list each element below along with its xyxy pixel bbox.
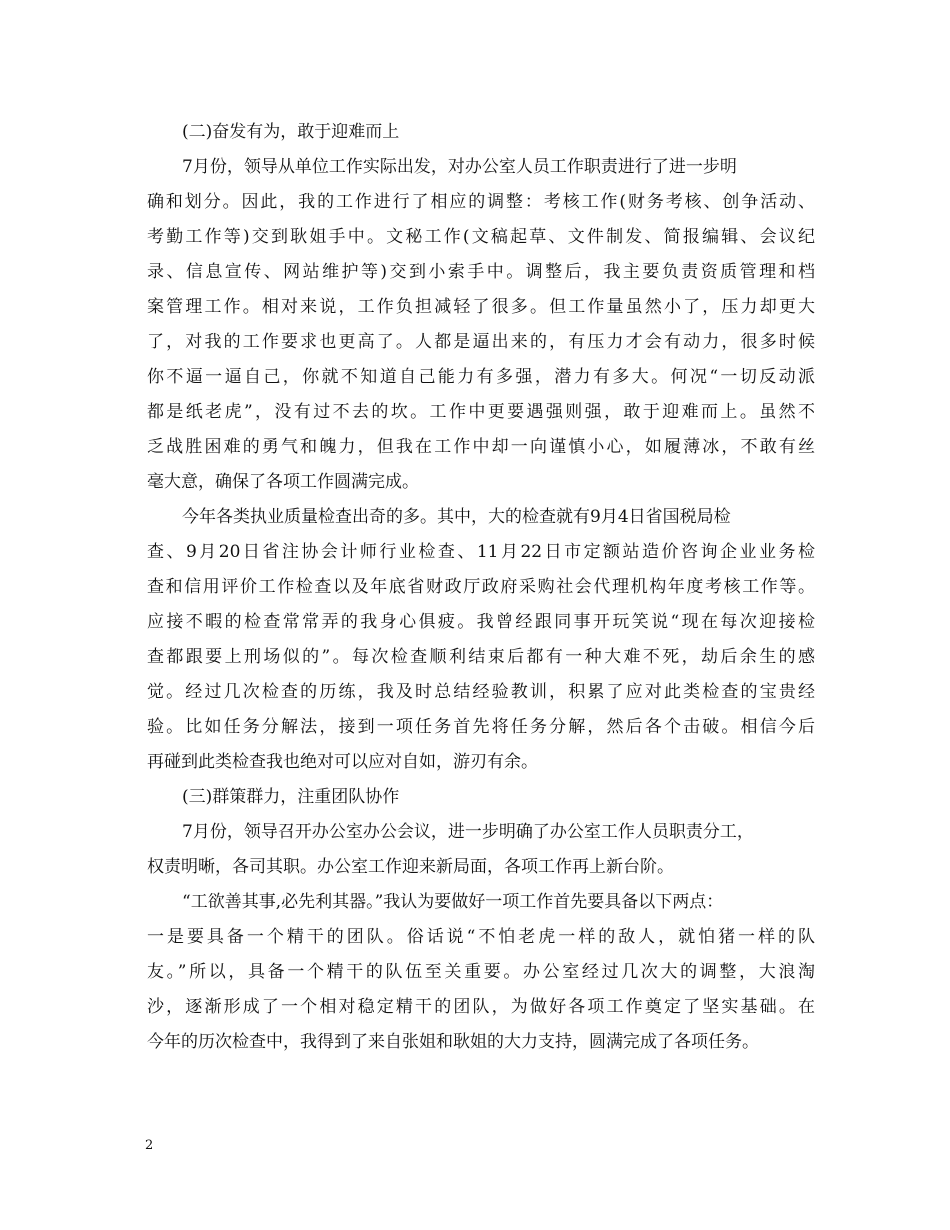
paragraph-line: 毫大意，确保了各项工作圆满完成。: [147, 472, 419, 492]
paragraph-line: 7月份，领导召开办公室办公会议，进一步明确了办公室工作人员职责分工，: [182, 822, 754, 842]
paragraph-line: 再碰到此类检查我也绝对可以应对自如，游刃有余。: [147, 752, 538, 772]
section-heading-2: (二)奋发有为，敢于迎难而上: [182, 122, 400, 142]
paragraph-line: 查都跟要上刑场似的”。每次检查顺利结束后都有一种大难不死，劫后余生的感: [147, 647, 815, 667]
paragraph-line: 你不逼一逼自己，你就不知道自己能力有多强，潜力有多大。何况“一切反动派: [147, 367, 815, 387]
paragraph-line: 考勤工作等)交到耿姐手中。文秘工作(文稿起草、文件制发、简报编辑、会议纪: [147, 227, 815, 247]
page-number: 2: [145, 1138, 154, 1153]
paragraph-line: 了，对我的工作要求也更高了。人都是逼出来的，有压力才会有动力，很多时候: [147, 332, 815, 352]
paragraph-line: 7月份，领导从单位工作实际出发，对办公室人员工作职责进行了进一步明: [182, 157, 737, 177]
paragraph-line: 验。比如任务分解法，接到一项任务首先将任务分解，然后各个击破。相信今后: [147, 717, 815, 737]
paragraph-line: 今年各类执业质量检查出奇的多。其中，大的检查就有9月4日省国税局检: [182, 507, 731, 527]
paragraph-line: 录、信息宣传、网站维护等)交到小索手中。调整后，我主要负责资质管理和档: [147, 262, 815, 282]
paragraph-line: 查和信用评价工作检查以及年底省财政厅政府采购社会代理机构年度考核工作等。: [147, 577, 815, 597]
paragraph-line: 应接不暇的检查常常弄的我身心俱疲。我曾经跟同事开玩笑说“现在每次迎接检: [147, 612, 815, 632]
section-heading-3: (三)群策群力，注重团队协作: [182, 787, 400, 807]
paragraph-line: 权责明晰，各司其职。办公室工作迎来新局面，各项工作再上新台阶。: [147, 857, 674, 877]
paragraph-line: “工欲善其事,必先利其器。”我认为要做好一项工作首先要具备以下两点：: [182, 892, 724, 912]
paragraph-line: 乏战胜困难的勇气和魄力，但我在工作中却一向谨慎小心，如履薄冰，不敢有丝: [147, 437, 815, 457]
paragraph-line: 查、9月20日省注协会计师行业检查、11月22日市定额站造价咨询企业业务检: [147, 542, 815, 562]
paragraph-line: 觉。经过几次检查的历练，我及时总结经验教训，积累了应对此类检查的宝贵经: [147, 682, 815, 702]
paragraph-line: 案管理工作。相对来说，工作负担减轻了很多。但工作量虽然小了，压力却更大: [147, 297, 815, 317]
paragraph-line: 确和划分。因此，我的工作进行了相应的调整：考核工作(财务考核、创争活动、: [147, 192, 815, 212]
paragraph-line: 一是要具备一个精干的团队。俗话说“不怕老虎一样的敌人，就怕猪一样的队: [147, 927, 815, 947]
paragraph-line: 今年的历次检查中，我得到了来自张姐和耿姐的大力支持，圆满完成了各项任务。: [147, 1032, 759, 1052]
paragraph-line: 友。”所以，具备一个精干的队伍至关重要。办公室经过几次大的调整，大浪淘: [147, 962, 815, 982]
paragraph-line: 都是纸老虎”，没有过不去的坎。工作中更要遇强则强，敢于迎难而上。虽然不: [147, 402, 815, 422]
paragraph-line: 沙，逐渐形成了一个相对稳定精干的团队，为做好各项工作奠定了坚实基础。在: [147, 997, 815, 1017]
